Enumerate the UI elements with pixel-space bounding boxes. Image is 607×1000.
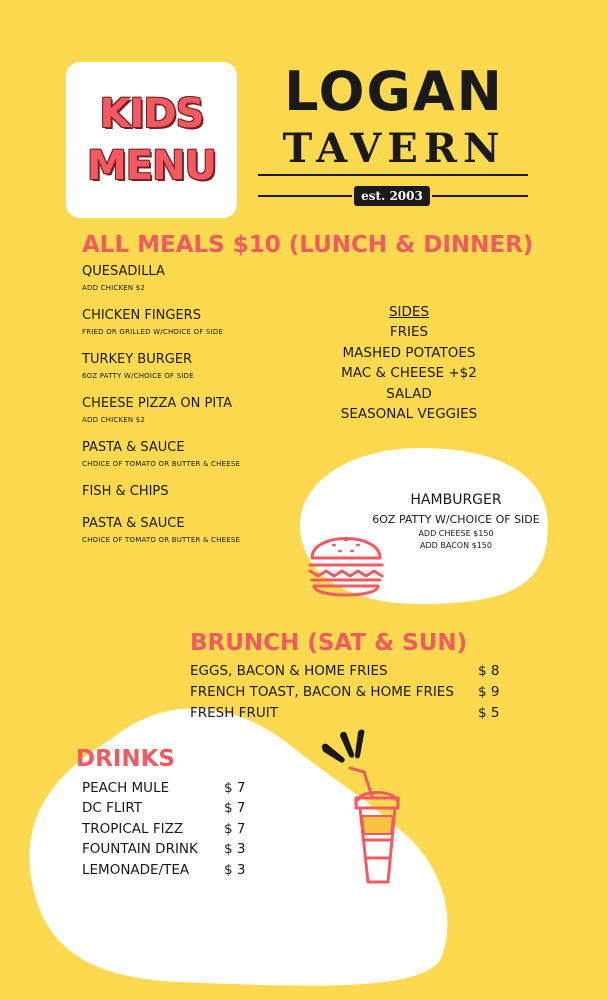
brunch-item-name: FRESH FRUIT [190,705,278,721]
hamburger-desc: 6OZ PATTY W/CHOICE OF SIDE [372,513,540,526]
hamburger-title: HAMBURGER [410,492,502,508]
established-badge: est. 2003 [354,186,430,206]
kids-menu-title-line1: KIDS [99,91,204,137]
meal-item-sub: CHOICE OF TOMATO OR BUTTER & CHEESE [82,536,241,544]
side-item: FRIES [389,324,429,340]
drink-item-price: $ 7 [224,800,246,816]
drink-cup-icon [318,728,414,888]
brunch-item-price: $ 8 [478,663,500,679]
meal-item-sub: FRIED OR GRILLED W/CHOICE OF SIDE [82,328,224,336]
drink-item [82,778,252,799]
meals-heading: ALL MEALS $10 (LUNCH & DINNER) [82,232,534,258]
brunch-item-price: $ 5 [478,705,500,721]
drink-item-name: FOUNTAIN DRINK [82,841,198,857]
meal-item-name: TURKEY BURGER [82,352,193,367]
brunch-heading: BRUNCH (SAT & SUN) [190,630,468,656]
meal-item-name: QUESADILLA [82,264,165,279]
brunch-item-name: FRENCH TOAST, BACON & HOME FRIES [190,684,454,700]
drinks-heading: DRINKS [76,746,175,772]
logo-logan: LOGAN [284,60,504,123]
meal-item-sub: ADD CHICKEN $2 [82,416,146,424]
sides-title: SIDES [388,304,430,320]
meal-item-name: FISH & CHIPS [82,484,169,499]
brunch-item [190,703,500,724]
meal-item-sub: CHOICE OF TOMATO OR BUTTER & CHEESE [82,460,241,468]
brunch-item [190,682,500,703]
meal-item-name: CHEESE PIZZA ON PITA [82,396,232,411]
drink-item-price: $ 3 [224,841,246,857]
drink-item [82,798,252,819]
drink-item [82,860,252,881]
meal-item-name: PASTA & SAUCE [82,516,185,531]
kids-menu-title-line2: MENU [86,143,217,189]
hamburger-addon-bacon: ADD BACON $150 [420,541,492,550]
drink-item-name: TROPICAL FIZZ [82,821,184,837]
drink-item-name: DC FLIRT [82,800,143,816]
drink-item-price: $ 7 [224,780,246,796]
side-item: MAC & CHEESE +$2 [341,365,477,381]
brunch-item-name: EGGS, BACON & HOME FRIES [190,663,388,679]
drink-item-price: $ 3 [224,862,246,878]
side-item: SALAD [386,386,432,402]
drink-item [82,819,252,840]
logo-rule-right [432,195,528,197]
meal-item-name: PASTA & SAUCE [82,440,185,455]
meal-item-sub: ADD CHICKEN $2 [82,284,146,292]
meal-item-sub: 6OZ PATTY W/CHOICE OF SIDE [82,372,194,380]
logo-rule-left [258,195,352,197]
burger-icon [304,518,388,600]
drink-item [82,839,252,860]
drink-item-name: PEACH MULE [82,780,170,796]
brunch-item [190,661,500,682]
brunch-item-price: $ 9 [478,684,500,700]
logo-rule-top [258,174,528,176]
side-item: MASHED POTATOES [342,345,476,361]
meal-item-name: CHICKEN FINGERS [82,308,201,323]
kids-menu-badge [66,62,237,218]
hamburger-addon-cheese: ADD CHEESE $150 [418,529,494,538]
drink-item-name: LEMONADE/TEA [82,862,190,878]
side-item: SEASONAL VEGGIES [340,406,478,422]
drink-item-price: $ 7 [224,821,246,837]
logo-tavern: TAVERN [282,125,506,172]
